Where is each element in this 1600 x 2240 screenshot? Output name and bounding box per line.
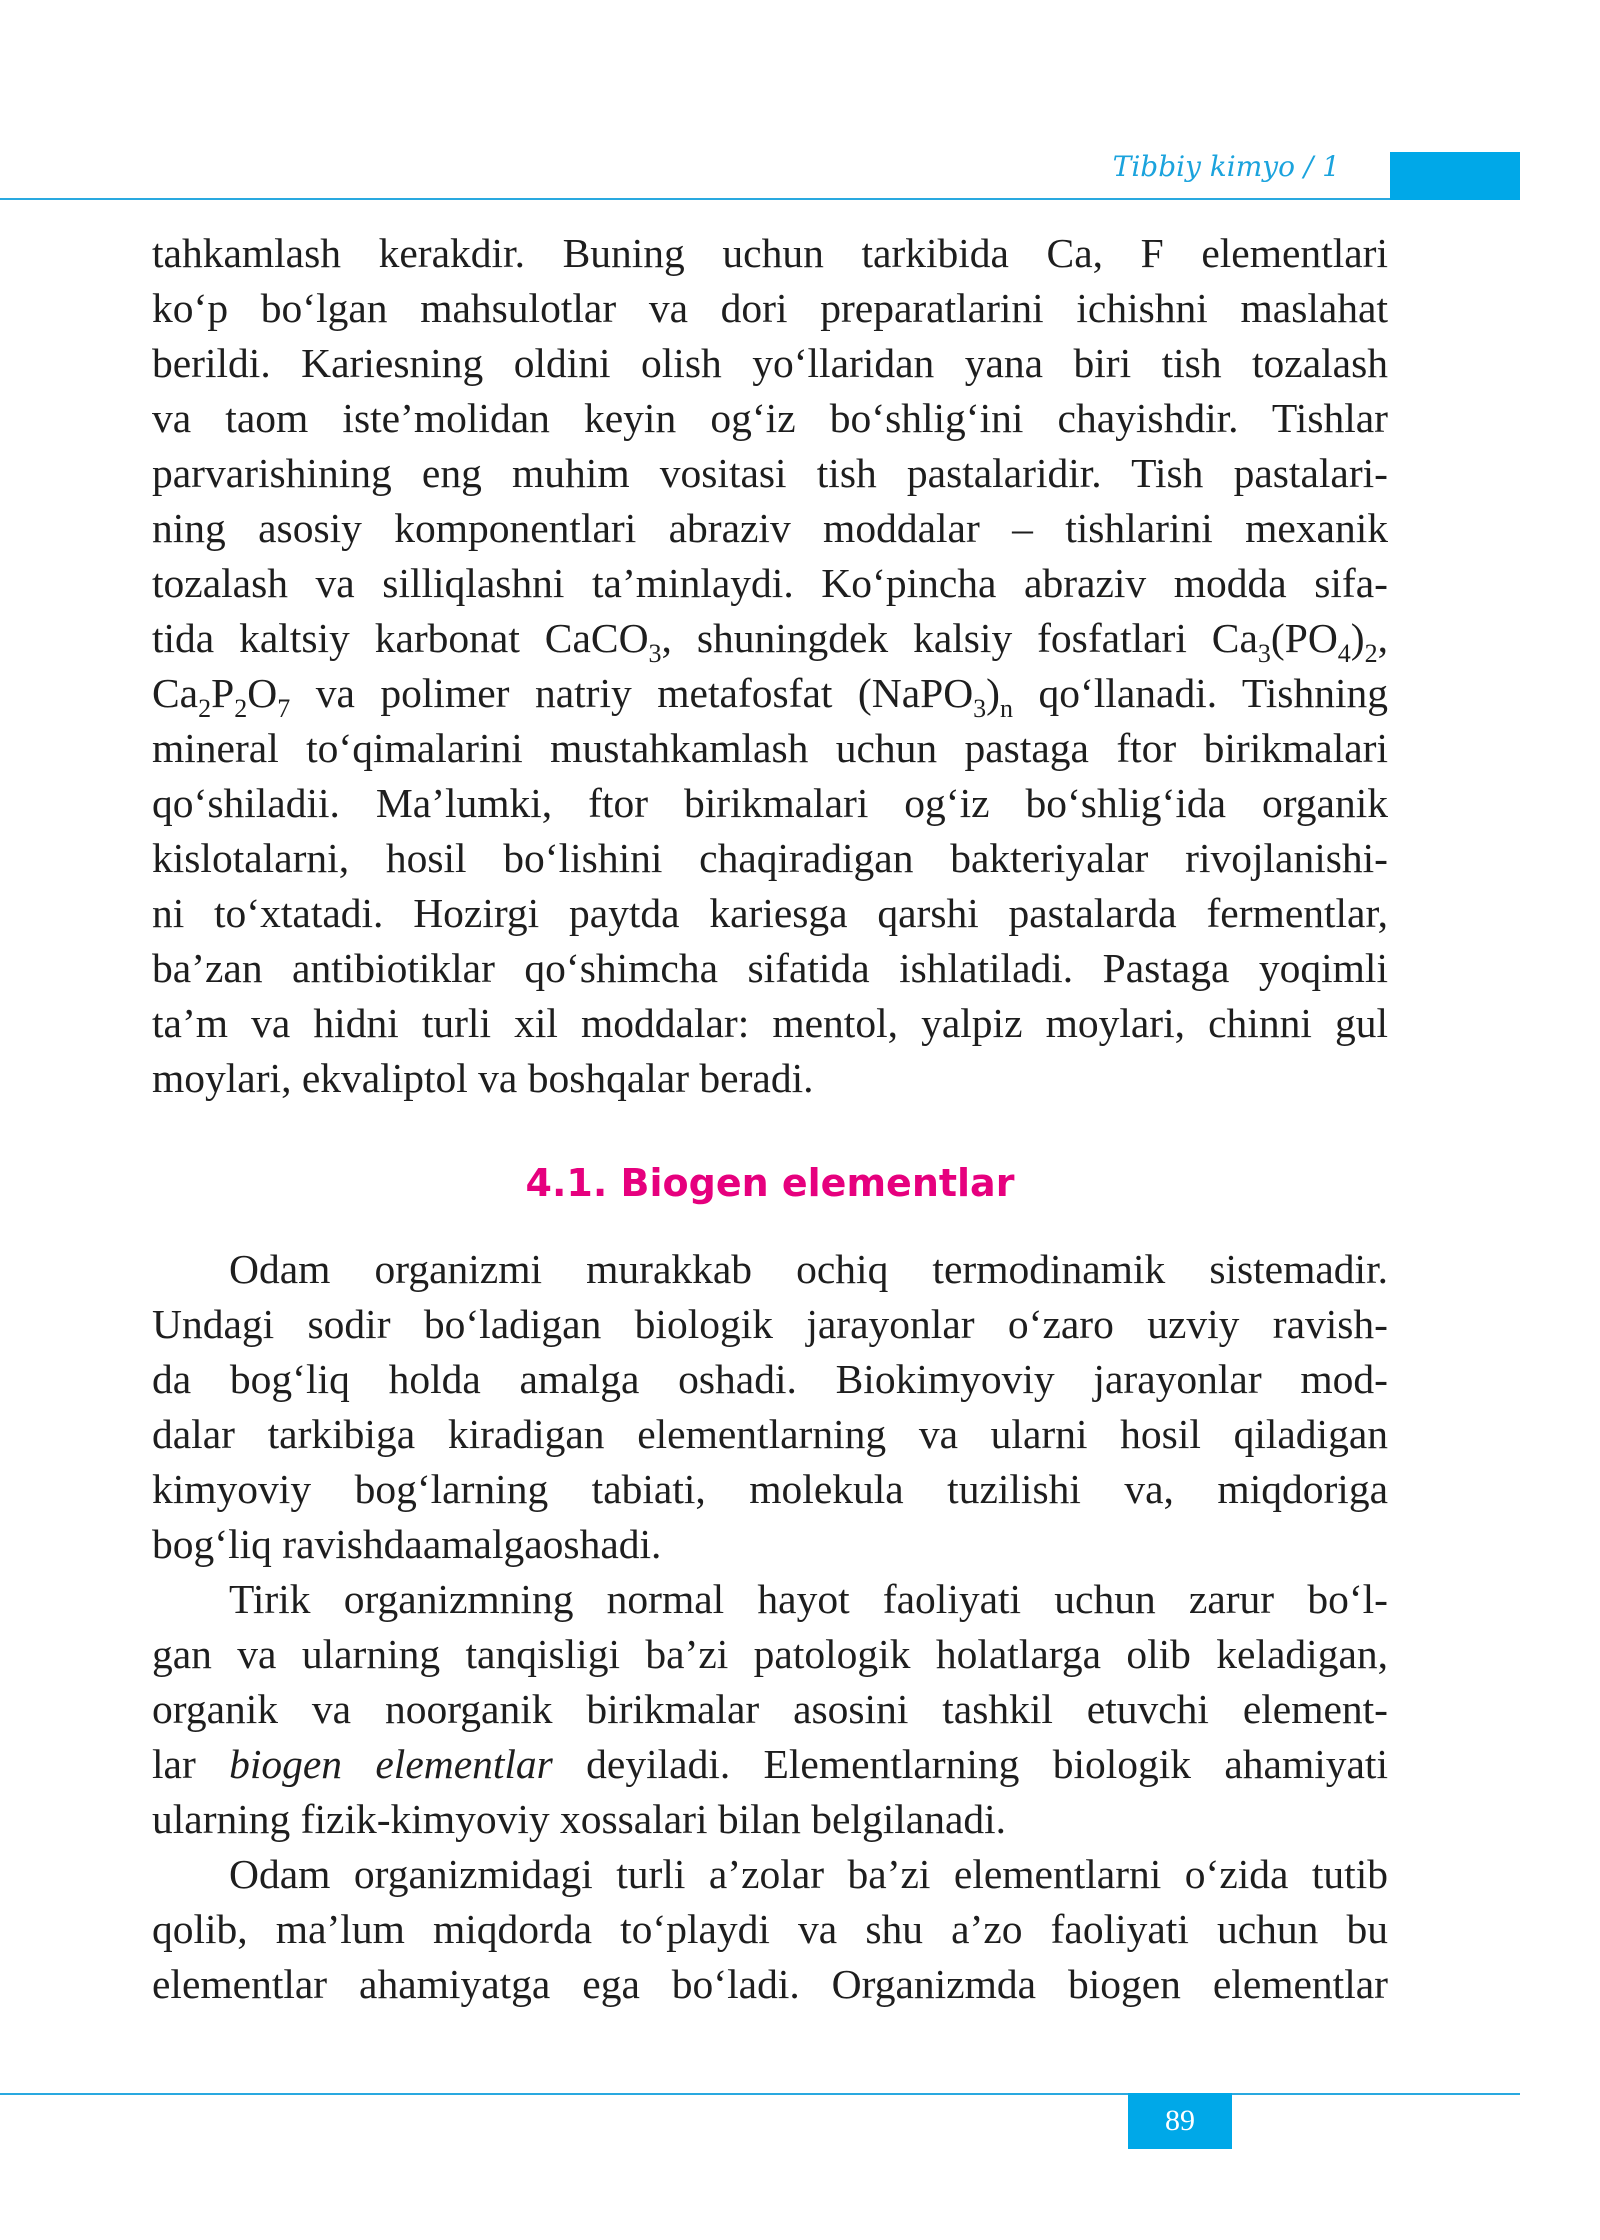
page-content bbox=[152, 226, 1388, 2012]
text-line: qo‘shiladii. Ma’lumki, ftor birikmalari og‘iz bo‘shlig‘ida organik bbox=[152, 780, 1388, 826]
text-line: qolib, ma’lum miqdorda to‘playdi va shu a’zo faoliyati uchun bu bbox=[152, 1906, 1388, 1952]
paragraph-biogen-definition bbox=[152, 1572, 1388, 1847]
text-line: ko‘p bo‘lgan mahsulotlar va dori preparatlarini ichishni maslahat bbox=[152, 285, 1388, 331]
text-line: tahkamlash kerakdir. Buning uchun tarkibida Ca, F elementlari bbox=[152, 230, 1388, 276]
text-line: Odam organizmi murakkab ochiq termodinamik sistemadir. bbox=[229, 1246, 1388, 1292]
paragraph-organism bbox=[152, 1242, 1388, 1572]
text-line-with-term: lar biogen elementlar deyiladi. Elementlarning biologik ahamiyati bbox=[152, 1741, 1388, 1787]
text-line: kimyoviy bog‘larning tabiati, molekula tuzilishi va, miqdoriga bbox=[152, 1466, 1388, 1512]
text-line: dalar tarkibiga kiradigan elementlarning va ularni hosil qiladigan bbox=[152, 1411, 1388, 1457]
text-line: gan va ularning tanqisligi ba’zi patologik holatlarga olib keladigan, bbox=[152, 1631, 1388, 1677]
text-line: berildi. Kariesning oldini olish yo‘llaridan yana biri tish tozalash bbox=[152, 340, 1388, 386]
text-line: moylari, ekvaliptol va boshqalar beradi. bbox=[152, 1055, 814, 1101]
text-line: ning asosiy komponentlari abraziv moddalar – tishlarini mexanik bbox=[152, 505, 1388, 551]
text-line: mineral to‘qimalarini mustahkamlash uchun pastaga ftor birikmalari bbox=[152, 725, 1388, 771]
text-line-formula: $Ca_2P_2O_7$ va polimer natriy metafosfat $(NaPO_3)_n$ qo‘llanadi. Tishning bbox=[152, 670, 1388, 723]
text-line: parvarishining eng muhim vositasi tish pastalaridir. Tish pastalari- bbox=[152, 450, 1388, 496]
text-line: Odam organizmidagi turli a’zolar ba’zi elementlarni o‘zida tutib bbox=[229, 1851, 1388, 1897]
section-heading: 4.1. Biogen elementlar bbox=[525, 1161, 1015, 1205]
text-line: Undagi sodir bo‘ladigan biologik jarayonlar o‘zaro uzviy ravish- bbox=[152, 1301, 1388, 1347]
term-biogen-elementlar: biogen elementlar bbox=[229, 1741, 553, 1787]
header-rule bbox=[0, 198, 1520, 200]
paragraph-organs bbox=[152, 1847, 1388, 2012]
text-line: ta’m va hidni turli xil moddalar: mentol, yalpiz moylari, chinni gul bbox=[152, 1000, 1388, 1046]
text-line: elementlar ahamiyatga ega bo‘ladi. Organizmda biogen elementlar bbox=[152, 1961, 1388, 2007]
text-line: da bog‘liq holda amalga oshadi. Biokimyoviy jarayonlar mod- bbox=[152, 1356, 1388, 1402]
text-line: ni to‘xtatadi. Hozirgi paytda kariesga qarshi pastalarda fermentlar, bbox=[152, 890, 1388, 936]
text-line: va taom iste’molidan keyin og‘iz bo‘shlig‘ini chayishdir. Tishlar bbox=[152, 395, 1388, 441]
header-color-tab bbox=[1390, 152, 1520, 200]
text-line: kislotalarni, hosil bo‘lishini chaqiradigan bakteriyalar rivojlanishi- bbox=[152, 835, 1388, 881]
text-line: bog‘liq ravishdaamalgaoshadi. bbox=[152, 1521, 662, 1567]
running-header-title: Tibbiy kimyo / 1 bbox=[1112, 150, 1340, 183]
text-line-formula: tida kaltsiy karbonat CaCO$_3$, shuningdek kalsiy fosfatlari $Ca_3(PO_4)_2$, bbox=[152, 615, 1388, 668]
page-number: 89 bbox=[1128, 2093, 1232, 2149]
text-line: organik va noorganik birikmalar asosini tashkil etuvchi element- bbox=[152, 1686, 1388, 1732]
text-line: Tirik organizmning normal hayot faoliyati uchun zarur bo‘l- bbox=[229, 1576, 1388, 1622]
footer-rule bbox=[0, 2093, 1520, 2095]
text-line: ba’zan antibiotiklar qo‘shimcha sifatida ishlatiladi. Pastaga yoqimli bbox=[152, 945, 1388, 991]
text-line: tozalash va silliqlashni ta’minlaydi. Ko‘pincha abraziv modda sifa- bbox=[152, 560, 1388, 606]
text-line: ularning fizik-kimyoviy xossalari bilan belgilanadi. bbox=[152, 1796, 1007, 1842]
paragraph-toothpaste bbox=[152, 226, 1388, 1106]
